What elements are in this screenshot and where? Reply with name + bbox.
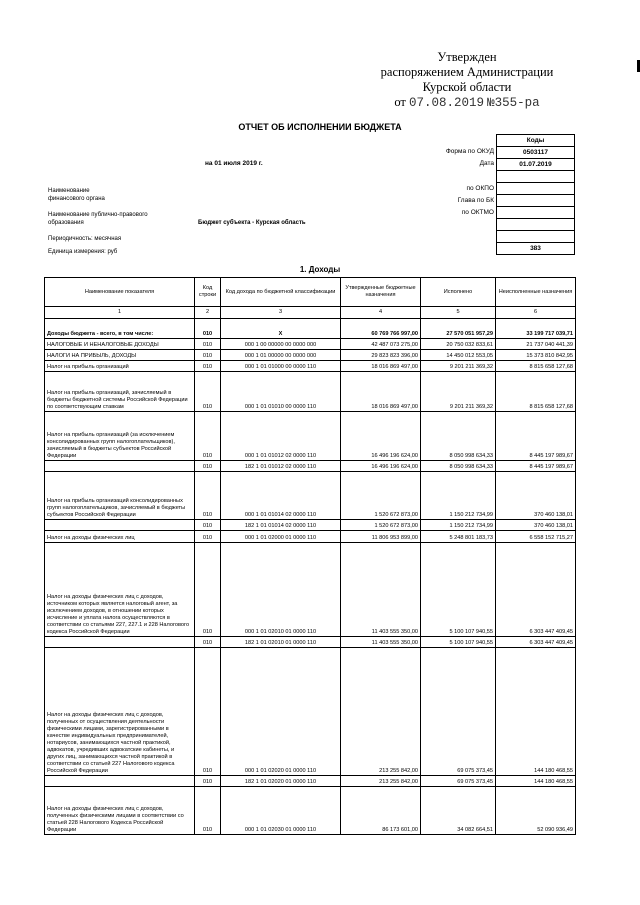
row-left: 8 445 197 989,67 xyxy=(496,412,576,461)
row-kbk: 000 1 01 02020 01 0000 110 xyxy=(221,648,341,776)
table-row xyxy=(45,787,576,835)
row-kbk: 000 1 01 01010 00 0000 110 xyxy=(221,372,341,412)
row-name: Налог на прибыль организаций xyxy=(45,361,195,372)
unit-label: Единица измерения: руб xyxy=(48,249,118,255)
row-done: 69 075 373,45 xyxy=(421,776,496,787)
table-row xyxy=(45,412,576,461)
row-done: 5 248 801 183,73 xyxy=(421,531,496,543)
approval-number: №355-ра xyxy=(487,96,540,110)
row-left: 33 199 717 039,71 xyxy=(496,319,576,339)
row-kbk: 000 1 01 02010 01 0000 110 xyxy=(221,543,341,637)
fin-org-label-line-1: Наименование xyxy=(48,188,90,194)
row-left: 8 815 658 127,68 xyxy=(496,361,576,372)
table-row xyxy=(45,319,576,339)
row-line-code: 010 xyxy=(195,319,221,339)
row-name: Налог на доходы физических лиц с доходов, полученных физическими лицами в соответствии со статьей 228 Налогового Кодекса Российской Федерации xyxy=(45,787,195,835)
col-index: 1 xyxy=(45,307,195,319)
row-line-code: 010 xyxy=(195,472,221,520)
row-line-code: 010 xyxy=(195,412,221,461)
okpo-code xyxy=(497,183,575,195)
empty-code-cell xyxy=(497,231,575,243)
oktmo-label: по ОКТМО xyxy=(461,209,494,216)
approval-date: 07.08.2019 xyxy=(409,96,485,110)
row-done: 14 450 012 553,05 xyxy=(421,350,496,361)
row-name xyxy=(45,776,195,787)
okpo-label: по ОКПО xyxy=(466,185,494,192)
table-index-row xyxy=(45,307,576,319)
row-line-code: 010 xyxy=(195,339,221,350)
row-done: 20 750 032 833,61 xyxy=(421,339,496,350)
row-kbk: 182 1 01 01014 02 0000 110 xyxy=(221,520,341,531)
row-kbk: 182 1 01 01012 02 0000 110 xyxy=(221,461,341,472)
row-done: 5 100 107 940,55 xyxy=(421,637,496,648)
row-plan: 16 496 196 624,00 xyxy=(341,412,421,461)
col-header-kbk: Код дохода по бюджетной классификации xyxy=(221,278,341,307)
okud-label: Форма по ОКУД xyxy=(445,148,494,155)
row-done: 8 050 998 634,33 xyxy=(421,461,496,472)
table-row xyxy=(45,472,576,520)
row-left: 21 737 040 441,39 xyxy=(496,339,576,350)
row-plan: 60 769 766 997,00 xyxy=(341,319,421,339)
row-plan: 11 806 953 899,00 xyxy=(341,531,421,543)
row-name: Налог на доходы физических лиц с доходов, полученных от осуществления деятельности физическими лицами, зарегистрированными в качестве индивидуальных предпринимателей, нотариусов, занимающихся частной практикой, адвокатов, учредивших адвокатские кабинеты, и других лиц, занимающихся частной практикой в соответствии со статьей 227 Налогового кодекса Российской Федерации xyxy=(45,648,195,776)
approval-prefix: от xyxy=(394,95,406,109)
row-line-code: 010 xyxy=(195,350,221,361)
table-row xyxy=(45,361,576,372)
codes-box xyxy=(496,134,575,255)
row-name xyxy=(45,637,195,648)
row-name xyxy=(45,461,195,472)
row-name: НАЛОГОВЫЕ И НЕНАЛОГОВЫЕ ДОХОДЫ xyxy=(45,339,195,350)
row-left: 144 180 468,55 xyxy=(496,776,576,787)
date-label: Дата xyxy=(479,160,494,167)
row-left: 15 373 810 842,95 xyxy=(496,350,576,361)
row-done: 9 201 211 369,32 xyxy=(421,372,496,412)
empty-code-cell xyxy=(497,171,575,183)
table-row xyxy=(45,531,576,543)
row-line-code: 010 xyxy=(195,531,221,543)
row-left: 370 460 138,01 xyxy=(496,520,576,531)
document-title: ОТЧЕТ ОБ ИСПОЛНЕНИИ БЮДЖЕТА xyxy=(238,122,402,132)
bk-code xyxy=(497,195,575,207)
row-kbk: X xyxy=(221,319,341,339)
row-name: Доходы бюджета - всего, в том числе: xyxy=(45,319,195,339)
empty-code-cell xyxy=(497,219,575,231)
table-row xyxy=(45,350,576,361)
row-name: Налог на прибыль организаций, зачисляемый в бюджеты бюджетной системы Российской Федерации по соответствующим ставкам xyxy=(45,372,195,412)
row-name: Налог на прибыль организаций (за исключением консолидированных групп налогоплательщиков), зачисляемый в бюджеты субъектов Российской Федерации xyxy=(45,412,195,461)
codes-header: Коды xyxy=(497,135,575,147)
row-kbk: 000 1 00 00000 00 0000 000 xyxy=(221,339,341,350)
budget-label-line-2: образования xyxy=(48,219,84,226)
row-line-code: 010 xyxy=(195,776,221,787)
row-done: 69 075 373,45 xyxy=(421,648,496,776)
row-line-code: 010 xyxy=(195,461,221,472)
row-done: 27 570 051 957,29 xyxy=(421,319,496,339)
row-line-code: 010 xyxy=(195,787,221,835)
col-header-name: Наименование показателя xyxy=(45,278,195,307)
row-done: 5 100 107 940,55 xyxy=(421,543,496,637)
row-name: Налог на прибыль организаций консолидированных групп налогоплательщиков, зачисляемый в бюджеты субъектов Российской Федерации xyxy=(45,472,195,520)
row-plan: 16 496 196 624,00 xyxy=(341,461,421,472)
row-plan: 1 520 672 873,00 xyxy=(341,472,421,520)
col-index: 5 xyxy=(421,307,496,319)
col-index: 6 xyxy=(496,307,576,319)
row-done: 9 201 211 369,32 xyxy=(421,361,496,372)
row-left: 8 815 658 127,68 xyxy=(496,372,576,412)
okud-code: 0503117 xyxy=(497,147,575,159)
date-code: 01.07.2019 xyxy=(497,159,575,171)
row-left: 6 303 447 409,45 xyxy=(496,637,576,648)
row-plan: 11 403 555 350,00 xyxy=(341,543,421,637)
approval-block xyxy=(372,50,562,111)
fin-org-label xyxy=(48,188,105,203)
table-header-row xyxy=(45,278,576,307)
unit-code: 383 xyxy=(497,243,575,255)
row-left: 6 558 152 715,27 xyxy=(496,531,576,543)
row-plan: 213 255 842,00 xyxy=(341,776,421,787)
row-plan: 213 255 842,00 xyxy=(341,648,421,776)
oktmo-code xyxy=(497,207,575,219)
row-left: 52 090 936,49 xyxy=(496,787,576,835)
row-done: 1 150 212 734,99 xyxy=(421,472,496,520)
col-header-code: Код строки xyxy=(195,278,221,307)
row-plan: 18 016 869 497,00 xyxy=(341,372,421,412)
row-plan: 42 487 073 275,00 xyxy=(341,339,421,350)
col-header-left: Неисполненные назначения xyxy=(496,278,576,307)
table-row xyxy=(45,543,576,637)
table-row xyxy=(45,637,576,648)
row-name xyxy=(45,520,195,531)
row-line-code: 010 xyxy=(195,543,221,637)
row-line-code: 010 xyxy=(195,648,221,776)
row-name: НАЛОГИ НА ПРИБЫЛЬ, ДОХОДЫ xyxy=(45,350,195,361)
period-label: Периодичность: месячная xyxy=(48,236,122,242)
row-plan: 11 403 555 350,00 xyxy=(341,637,421,648)
col-index: 3 xyxy=(221,307,341,319)
table-row xyxy=(45,776,576,787)
row-kbk: 000 1 01 00000 00 0000 000 xyxy=(221,350,341,361)
approval-line-3: Курской области xyxy=(422,80,512,94)
row-plan: 29 823 823 396,00 xyxy=(341,350,421,361)
table-row xyxy=(45,648,576,776)
row-kbk: 000 1 01 01014 02 0000 110 xyxy=(221,472,341,520)
col-index: 2 xyxy=(195,307,221,319)
row-left: 6 303 447 409,45 xyxy=(496,543,576,637)
row-kbk: 182 1 01 02020 01 0000 110 xyxy=(221,776,341,787)
row-kbk: 000 1 01 01000 00 0000 110 xyxy=(221,361,341,372)
row-done: 34 082 664,51 xyxy=(421,787,496,835)
row-plan: 18 016 869 497,00 xyxy=(341,361,421,372)
row-plan: 1 520 672 873,00 xyxy=(341,520,421,531)
row-line-code: 010 xyxy=(195,637,221,648)
income-table xyxy=(44,277,576,835)
row-line-code: 010 xyxy=(195,361,221,372)
row-name: Налог на доходы физических лиц с доходов, источником которых является налоговый агент, за исключением доходов, в отношении которых исчисление и уплата налога осуществляются в соответствии со статьями 227, 227.1 и 228 Налогового кодекса Российской Федерации xyxy=(45,543,195,637)
row-kbk: 000 1 01 02000 01 0000 110 xyxy=(221,531,341,543)
row-done: 8 050 998 634,33 xyxy=(421,412,496,461)
table-row xyxy=(45,520,576,531)
row-left: 144 180 468,55 xyxy=(496,648,576,776)
row-kbk: 000 1 01 01012 02 0000 110 xyxy=(221,412,341,461)
table-row xyxy=(45,339,576,350)
col-header-plan: Утвержденные бюджетные назначения xyxy=(341,278,421,307)
budget-label-line-1: Наименование публично-правового xyxy=(48,212,148,218)
row-done: 1 150 212 734,99 xyxy=(421,520,496,531)
table-row xyxy=(45,461,576,472)
budget-value: Бюджет субъекта - Курская область xyxy=(198,220,306,226)
row-plan: 86 173 601,00 xyxy=(341,787,421,835)
approval-line-2: распоряжением Администрации xyxy=(380,65,554,79)
row-line-code: 010 xyxy=(195,372,221,412)
row-kbk: 182 1 01 02010 01 0000 110 xyxy=(221,637,341,648)
row-left: 8 445 197 989,67 xyxy=(496,461,576,472)
fin-org-label-line-2: финансового органа xyxy=(48,195,105,202)
budget-label xyxy=(48,212,148,227)
row-line-code: 010 xyxy=(195,520,221,531)
col-header-done: Исполнено xyxy=(421,278,496,307)
col-index: 4 xyxy=(341,307,421,319)
approval-line-4 xyxy=(372,95,562,111)
table-row xyxy=(45,372,576,412)
section-title: 1. Доходы xyxy=(299,265,341,274)
row-kbk: 000 1 01 02030 01 0000 110 xyxy=(221,787,341,835)
row-name: Налог на доходы физических лиц xyxy=(45,531,195,543)
report-date-line: на 01 июля 2019 г. xyxy=(205,160,263,167)
bk-label: Глава по БК xyxy=(457,197,494,204)
approval-line-1: Утвержден xyxy=(437,50,497,64)
row-left: 370 460 138,01 xyxy=(496,472,576,520)
